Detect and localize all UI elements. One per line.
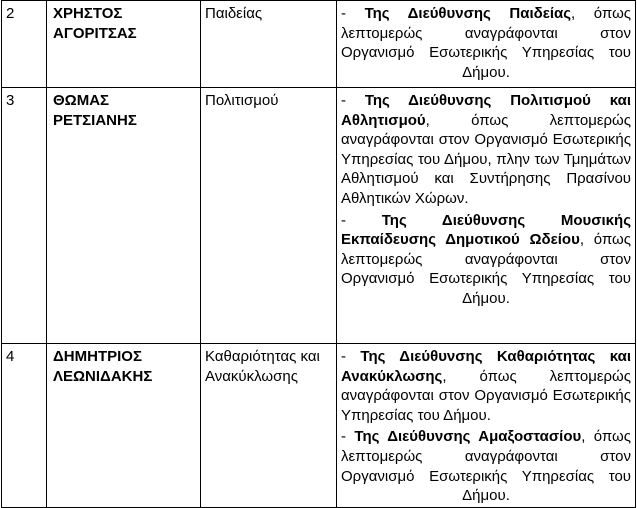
duty-text: , όπως λεπτομερώς αναγράφονται στον Οργανισμό Εσωτερικής Υπηρεσίας του Δήμου. xyxy=(341,231,631,307)
duty-item xyxy=(341,91,631,209)
row-number: 2 xyxy=(2,1,47,88)
duty-heading: Της Διεύθυνσης Πολιτισμού και Αθλητισμού xyxy=(341,92,631,129)
row-number: 3 xyxy=(2,88,47,344)
duty-dash: - xyxy=(341,5,346,22)
responsibilities-table xyxy=(1,0,636,508)
duty-item xyxy=(341,347,631,425)
duty-dash: - xyxy=(341,211,346,229)
duty-text: , όπως λεπτομερώς αναγράφονται στον Οργανισμό Εσωτερικής Υπηρεσίας του Δήμου. xyxy=(341,367,631,424)
person-name: ΘΩΜΑΣ ΡΕΤΣΙΑΝΗΣ xyxy=(47,88,201,344)
sector-name: Παιδείας xyxy=(201,1,337,88)
duty-text: , όπως λεπτομερώς αναγράφονται στον Οργανισμό Εσωτερικής Υπηρεσίας του Δήμου. xyxy=(341,5,632,81)
row-number: 4 xyxy=(2,344,47,508)
table-row xyxy=(2,1,636,88)
duty-heading: Της Διεύθυνσης Μουσικής Εκπαίδευσης Δημοτικού Ωδείου xyxy=(341,211,631,249)
duty-text: , όπως λεπτομερώς αναγράφονται στον Οργανισμό Εσωτερικής Υπηρεσίας του Δήμου. xyxy=(341,428,631,505)
duties-cell xyxy=(337,1,636,88)
person-name: ΔΗΜΗΤΡΙΟΣ ΛΕΩΝΙΔΑΚΗΣ xyxy=(47,344,201,508)
duty-item xyxy=(341,4,631,82)
sector-name: Καθαριότητας και Ανακύκλωσης xyxy=(201,344,337,508)
duty-item xyxy=(341,427,631,505)
duties-cell xyxy=(337,88,636,344)
duty-item xyxy=(341,211,631,309)
duty-heading: Της Διεύθυνσης Αμαξοστασίου xyxy=(354,428,582,446)
duty-heading: Της Διεύθυνσης Καθαριότητας και Ανακύκλωσης xyxy=(341,348,631,385)
sector-name: Πολιτισμού xyxy=(201,88,337,344)
table-row xyxy=(2,344,636,508)
duty-text: , όπως λεπτομερώς αναγράφονται στον Οργανισμό Εσωτερικής Υπηρεσίας του Δήμου, πλην των Τμημάτων Αθλητισμού και Συντήρησης Πρασίνου Αθλητικών Χώρων. xyxy=(341,111,631,207)
person-name: ΧΡΗΣΤΟΣ ΑΓΟΡΙΤΣΑΣ xyxy=(47,1,201,88)
duties-cell xyxy=(337,344,636,508)
duty-dash: - xyxy=(341,428,346,446)
table-row xyxy=(2,88,636,344)
duty-dash: - xyxy=(341,348,346,365)
duty-dash: - xyxy=(341,92,346,109)
duty-heading: Της Διεύθυνσης Παιδείας xyxy=(364,5,572,22)
